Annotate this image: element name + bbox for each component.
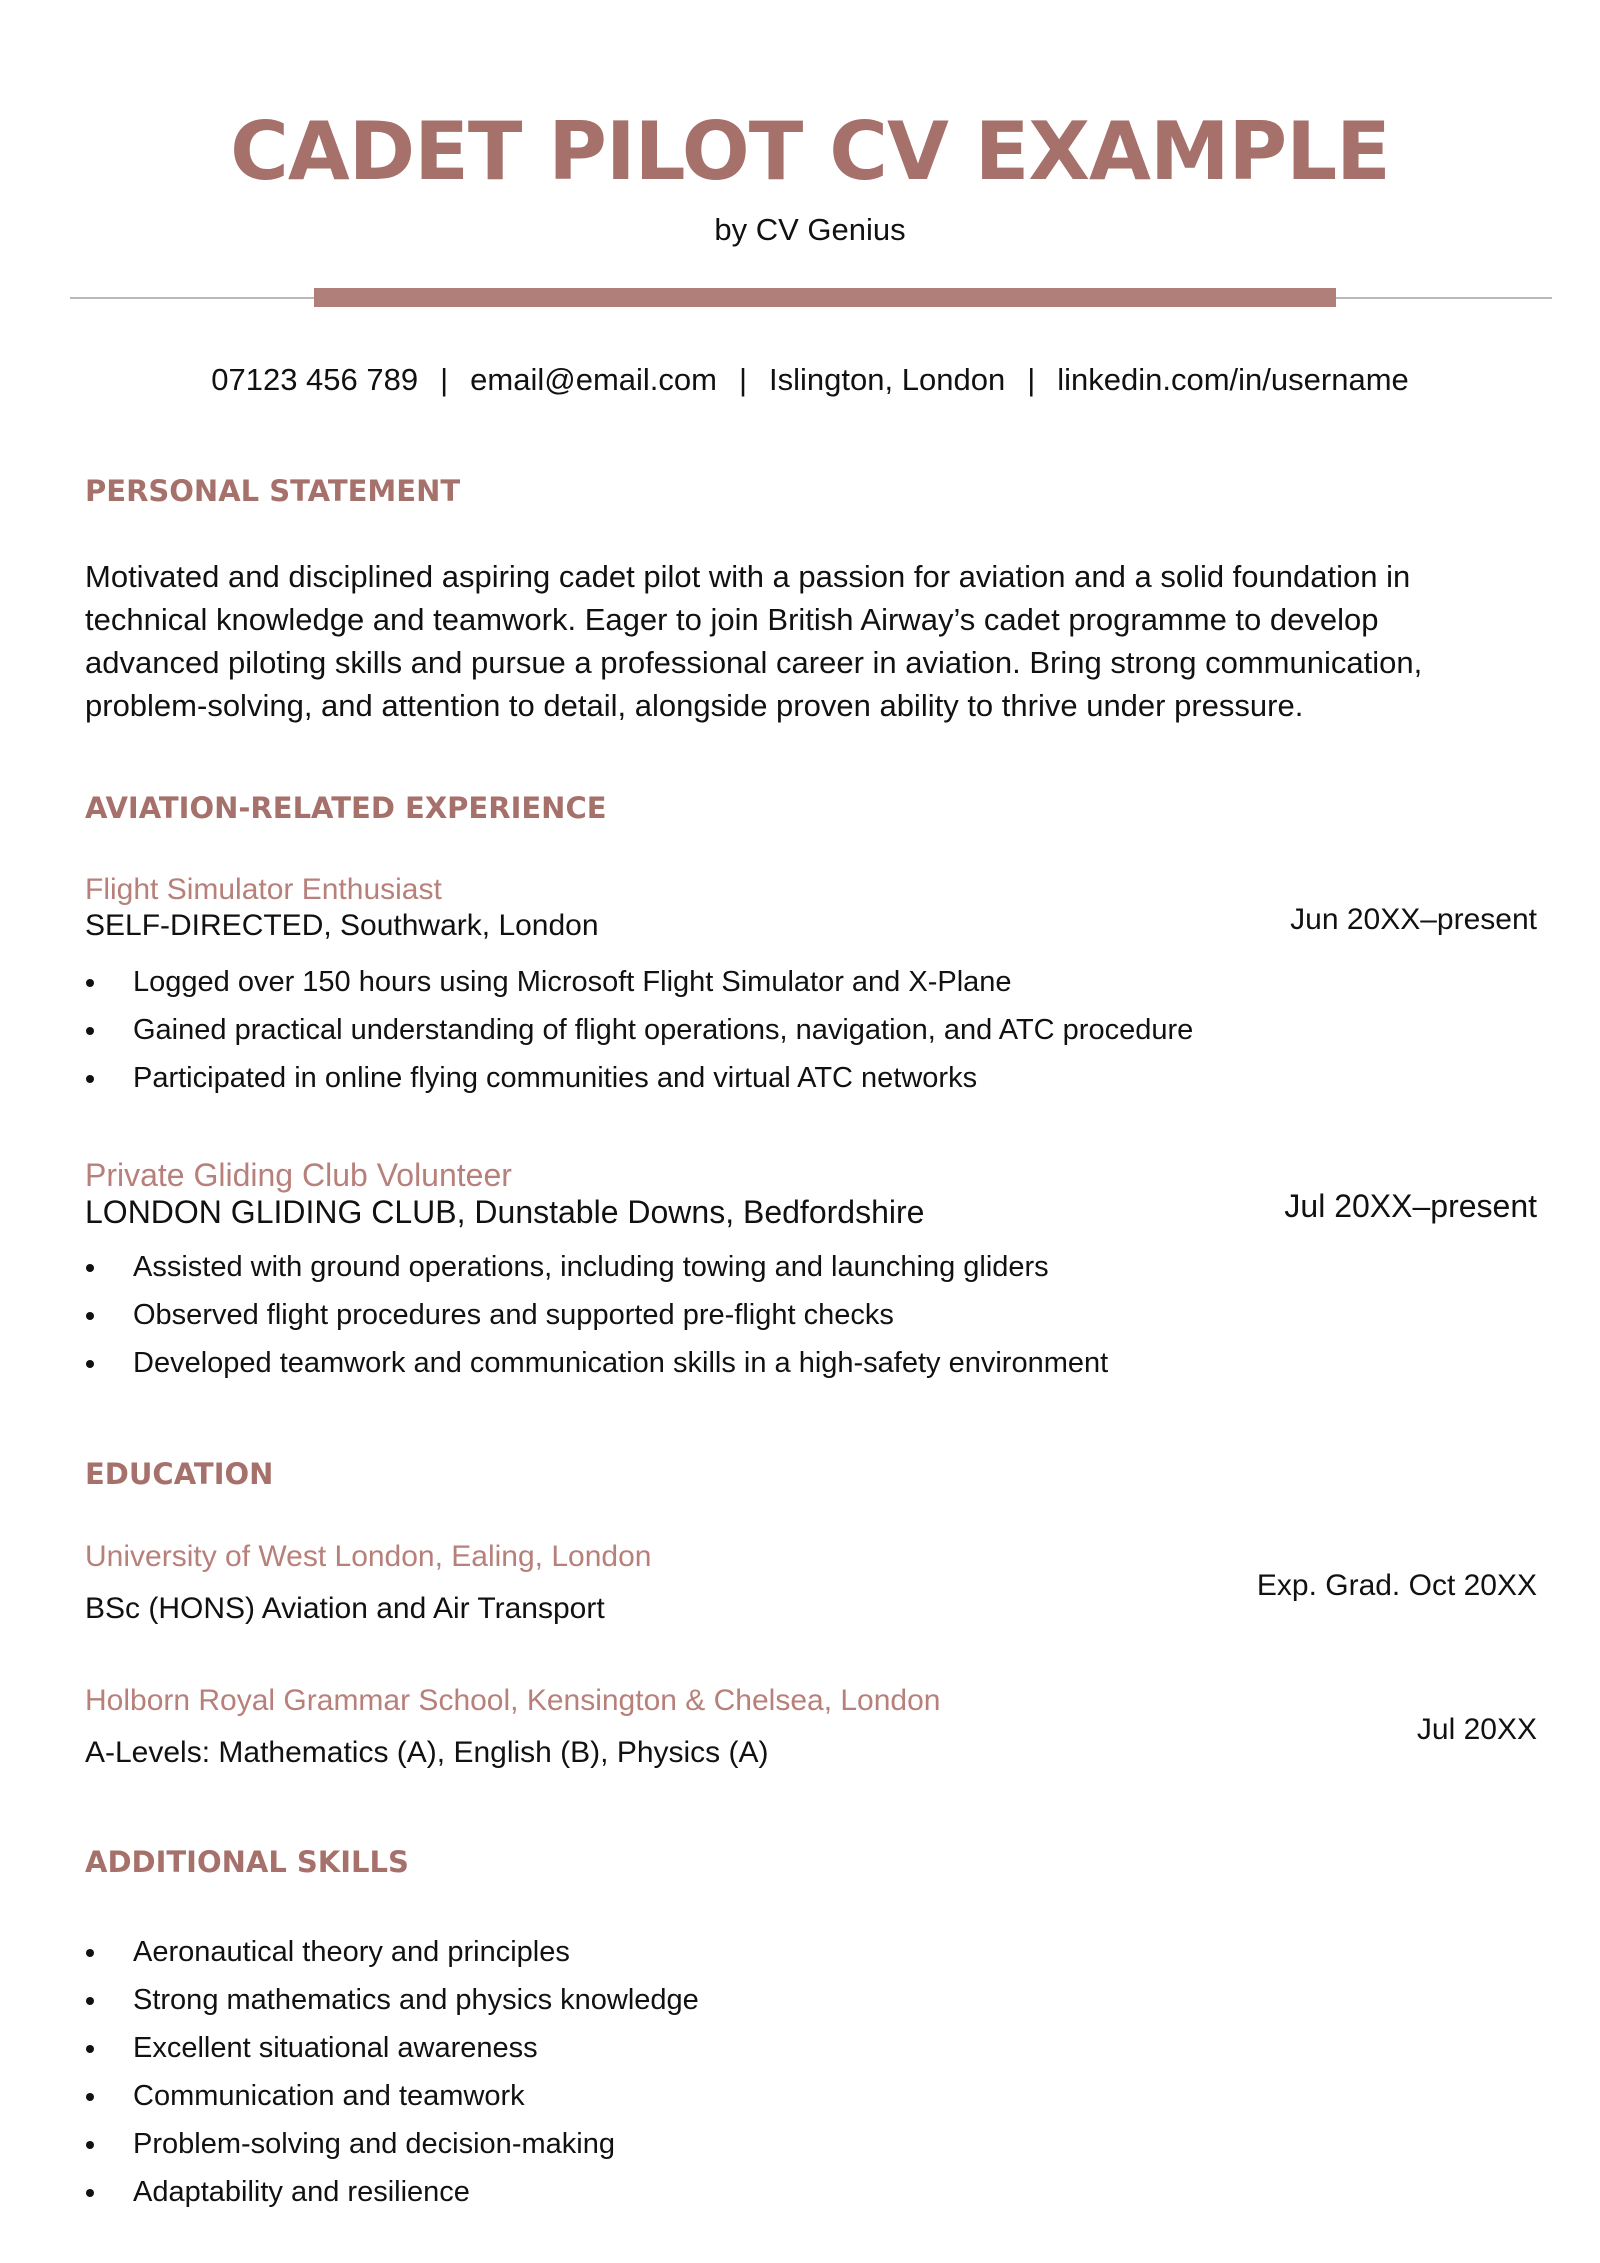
education-school: Holborn Royal Grammar School, Kensington & Chelsea, London [85, 1684, 941, 1717]
contact-email[interactable]: email@email.com [470, 362, 717, 397]
experience-org: LONDON GLIDING CLUB, Dunstable Downs, Bedfordshire [85, 1194, 925, 1230]
experience-bullets [85, 1243, 1108, 1387]
section-heading-experience: AVIATION-RELATED EXPERIENCE [85, 791, 607, 825]
list-item: Excellent situational awareness [85, 2024, 699, 2072]
education-qualification: BSc (HONS) Aviation and Air Transport [85, 1592, 605, 1625]
contact-location: Islington, London [769, 362, 1006, 397]
contact-separator: | [440, 362, 449, 397]
contact-linkedin[interactable]: linkedin.com/in/username [1057, 362, 1409, 397]
experience-date: Jun 20XX–present [1290, 903, 1537, 936]
byline: by CV Genius [714, 212, 906, 247]
list-item: Problem-solving and decision-making [85, 2120, 699, 2168]
section-heading-skills: ADDITIONAL SKILLS [85, 1845, 409, 1879]
header-divider-accent [314, 288, 1336, 307]
experience-bullets [85, 958, 1193, 1102]
skills-list [85, 1928, 699, 2216]
contact-separator: | [738, 362, 748, 397]
page-title: CADET PILOT CV EXAMPLE [230, 105, 1390, 198]
list-item: Communication and teamwork [85, 2072, 699, 2120]
personal-statement-text [85, 555, 1535, 727]
list-item: Participated in online flying communities and virtual ATC networks [85, 1054, 1193, 1102]
statement-line: technical knowledge and teamwork. Eager to join British Airway’s cadet programme to develop [85, 602, 1379, 637]
experience-title: Private Gliding Club Volunteer [85, 1157, 512, 1193]
statement-line: problem-solving, and attention to detail, alongside proven ability to thrive under pressure. [85, 688, 1304, 723]
contact-phone: 07123 456 789 [211, 362, 419, 397]
list-item: Gained practical understanding of flight operations, navigation, and ATC procedure [85, 1006, 1193, 1054]
education-date: Jul 20XX [1416, 1713, 1537, 1746]
experience-title: Flight Simulator Enthusiast [85, 873, 442, 906]
list-item: Adaptability and resilience [85, 2168, 699, 2216]
list-item: Developed teamwork and communication skills in a high-safety environment [85, 1339, 1108, 1387]
section-heading-education: EDUCATION [85, 1457, 274, 1491]
education-school: University of West London, Ealing, London [85, 1540, 652, 1573]
education-qualification: A-Levels: Mathematics (A), English (B), Physics (A) [85, 1736, 769, 1769]
education-date: Exp. Grad. Oct 20XX [1256, 1569, 1537, 1602]
statement-line: advanced piloting skills and pursue a professional career in aviation. Bring strong communication, [85, 645, 1423, 680]
experience-org: SELF-DIRECTED, Southwark, London [85, 909, 599, 942]
list-item: Observed flight procedures and supported pre-flight checks [85, 1291, 1108, 1339]
contact-separator: | [1027, 362, 1036, 397]
list-item: Assisted with ground operations, including towing and launching gliders [85, 1243, 1108, 1291]
list-item: Aeronautical theory and principles [85, 1928, 699, 1976]
contact-line [0, 362, 1600, 398]
list-item: Strong mathematics and physics knowledge [85, 1976, 699, 2024]
experience-date: Jul 20XX–present [1284, 1188, 1537, 1224]
list-item: Logged over 150 hours using Microsoft Flight Simulator and X-Plane [85, 958, 1193, 1006]
statement-line: Motivated and disciplined aspiring cadet pilot with a passion for aviation and a solid foundation in [85, 559, 1411, 594]
section-heading-personal-statement: PERSONAL STATEMENT [85, 474, 461, 508]
